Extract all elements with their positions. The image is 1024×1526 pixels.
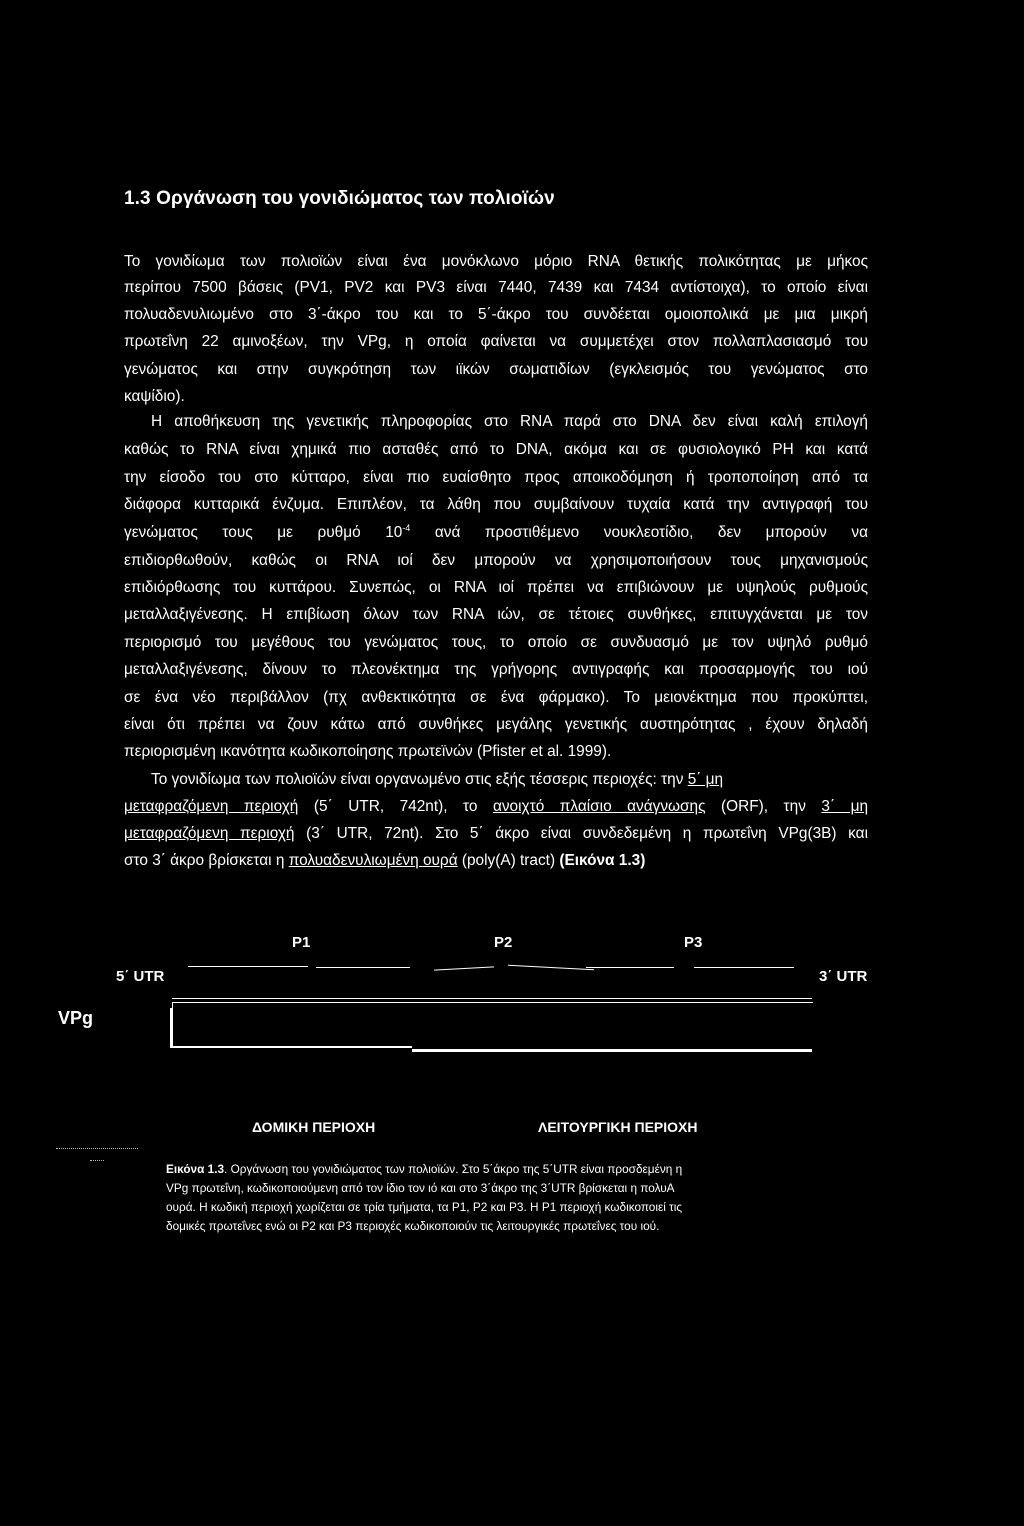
p1-bracket-right — [316, 967, 410, 968]
p2-line-5-a: γενώματος τους με ρυθμό 10 — [124, 524, 403, 541]
link-5utr: 5΄ μη — [687, 771, 724, 788]
p2-line-6: επιδιορθωθούν, καθώς οι RNA ιοί δεν μπορούν να χρησιμοποιήσουν τους μηχανισμούς — [124, 552, 868, 569]
caption-text-1: . Οργάνωση του γονιδιώματος των πολιοϊών. Στο 5΄άκρο της 5΄UTR είναι προσδεμένη η — [224, 1162, 683, 1176]
p3-line-1 — [151, 770, 868, 790]
p2-line-1: Η αποθήκευση της γενετικής πληροφορίας στο RNA παρά στο DNA δεν είναι καλή επιλογή — [151, 413, 868, 430]
caption-label: Εικόνα 1.3 — [166, 1162, 225, 1176]
section-heading: 1.3 Οργάνωση του γονιδιώματος των πολιοϊών — [124, 188, 555, 209]
p1-line-1: Το γονιδίωμα των πολιοϊών είναι ένα μονόκλωνο μόριο RNA θετικής πολικότητας με μήκος — [124, 253, 868, 270]
p2-line-7: επιδιόρθωσης του κυττάρου. Συνεπώς, οι RNA ιοί πρέπει να επιβιώνουν με υψηλούς ρυθμούς — [124, 579, 868, 596]
scan-artifact-mark — [56, 1148, 138, 1151]
link-polya: πολυαδενυλιωμένη ουρά — [288, 852, 458, 869]
p2-line-5 — [124, 523, 868, 543]
scan-artifact-mark-2 — [90, 1160, 104, 1163]
p2-line-11: σε ένα νέο περιβάλλον (πχ ανθεκτικότητα σε ένα φάρμακο). Το μειονέκτημα που προκύπτει, — [124, 689, 868, 706]
p3-line-3 — [124, 824, 868, 844]
p2-line-10: μεταλλαξιγένεσης, δίνουν το πλεονέκτημα της γρήγορης αντιγραφής και προσαρμογής του ιού — [124, 661, 868, 678]
p2-line-4: διάφορα κυτταρικά ένζυμα. Επιπλέον, τα λάθη που συμβαίνουν τυχαία κατά την αντιγραφή του — [124, 496, 868, 513]
p1-bracket-left — [188, 966, 308, 967]
region-p1-label: P1 — [292, 934, 311, 951]
p2-line-2: καθώς το RNA είναι χημικά πιο ασταθές από το DNA, ακόμα και σε φυσιολογικό PH και κατά — [124, 441, 868, 458]
p3-text-d3: (poly(A) tract) — [457, 852, 560, 869]
caption-line-1 — [166, 1161, 866, 1177]
p3-text-b4: (ORF), την — [705, 798, 822, 815]
p1-line-5: γενώματος και στην συγκρότηση των ιϊκών σωματιδίων (εγκλεισμός του γενώματος στο — [124, 361, 868, 378]
caption-line-2: VPg πρωτεΐνη, κωδικοποιούμενη από τον ίδιο τον ιό και στο 3΄άκρο της 3΄UTR βρίσκεται η πολυΑ — [166, 1181, 675, 1195]
p3-line-2 — [124, 797, 868, 817]
p3-text-a1: Το γονιδίωμα των πολιοϊών είναι οργανωμένο στις εξής τέσσερις περιοχές: την — [151, 771, 688, 788]
caption-line-4: δομικές πρωτεΐνες ενώ οι P2 και P3 περιοχές κωδικοποιούν τις λειτουργικές πρωτεΐνες του ιού. — [166, 1219, 660, 1233]
exponent: -4 — [402, 522, 411, 533]
p1-line-6: καψίδιο). — [124, 388, 185, 405]
genome-left-edge — [170, 1008, 172, 1048]
p2-bracket-right — [508, 965, 594, 970]
vpg-label: VPg — [58, 1008, 94, 1028]
p3-bracket-left — [586, 967, 674, 968]
utr3-label: 3΄ UTR — [819, 968, 868, 985]
p3-bracket-right — [694, 967, 794, 968]
link-3utr: 3΄ μη — [821, 798, 869, 815]
link-3utr-cont: μεταφραζόμενη περιοχή — [124, 825, 295, 842]
genome-bottom-line-left — [172, 1046, 412, 1048]
structural-region-label: ΔΟΜΙΚΗ ΠΕΡΙΟΧΗ — [252, 1119, 376, 1135]
p2-line-12: είναι ότι πρέπει να ζουν κάτω από συνθήκες μεγάλης γενετικής αυστηρότητας , έχουν δηλαδή — [124, 716, 868, 733]
region-p3-label: P3 — [684, 934, 703, 951]
region-p2-label: P2 — [494, 934, 513, 951]
genome-bottom-line-right — [412, 1049, 812, 1052]
p2-line-8: μεταλλαξιγένεσης. Η επιβίωση όλων των RNA ιών, σε τέτοιες συνθήκες, επιτυγχάνεται με τον — [124, 606, 868, 623]
p3-text-c2: (3΄ UTR, 72nt). Στο 5΄ άκρο είναι συνδεδεμένη η πρωτεΐνη VPg(3B) και — [294, 825, 868, 842]
genome-box — [172, 1002, 813, 1047]
link-5utr-cont: μεταφραζόμενη περιοχή — [124, 798, 299, 815]
p1-line-3: πολυαδενυλιωμένο στο 3΄-άκρο του και το 5΄-άκρο του συνδέεται ομοιοπολικά με μια μικρή — [124, 306, 868, 323]
p3-text-b2: (5΄ UTR, 742nt), το — [298, 798, 493, 815]
p2-line-5-b: ανά προστιθέμενο νουκλεοτίδιο, δεν μπορούν να — [410, 524, 868, 541]
p3-line-4 — [124, 851, 868, 871]
caption-line-3: ουρά. Η κωδική περιοχή χωρίζεται σε τρία τμήματα, τα P1, P2 και P3. Η P1 περιοχή κωδικοποιεί τις — [166, 1200, 683, 1214]
p2-line-13: περιορισμένη ικανότητα κωδικοποίησης πρωτεϊνών (Pfister et al. 1999). — [124, 743, 612, 760]
utr5-label: 5΄ UTR — [116, 968, 165, 985]
figure-reference: (Εικόνα 1.3) — [559, 852, 646, 869]
p1-line-2: περίπου 7500 βάσεις (PV1, PV2 και PV3 είναι 7440, 7439 και 7434 αντίστοιχα), το οποίο είναι — [124, 279, 868, 296]
p2-line-3: την είσοδο του στο κύτταρο, είναι πιο ευαίσθητο προς αποικοδόμηση ή τροποποίηση από τα — [124, 469, 868, 486]
functional-region-label: ΛΕΙΤΟΥΡΓΙΚΗ ΠΕΡΙΟΧΗ — [538, 1119, 698, 1135]
p2-bracket-left — [434, 966, 494, 970]
p1-line-4: πρωτεΐνη 22 αμινοξέων, την VPg, η οποία φαίνεται να συμμετέχει στον πολλαπλασιασμό του — [124, 333, 868, 350]
link-orf: ανοιχτό πλαίσιο ανάγνωσης — [492, 798, 706, 815]
genome-top-line — [172, 998, 812, 999]
p3-text-d1: στο 3΄ άκρο βρίσκεται η — [124, 852, 289, 869]
p2-line-9: περιορισμό του μεγέθους του γενώματος τους, το οποίο σε συνδυασμό με τον υψηλό ρυθμό — [124, 634, 868, 651]
